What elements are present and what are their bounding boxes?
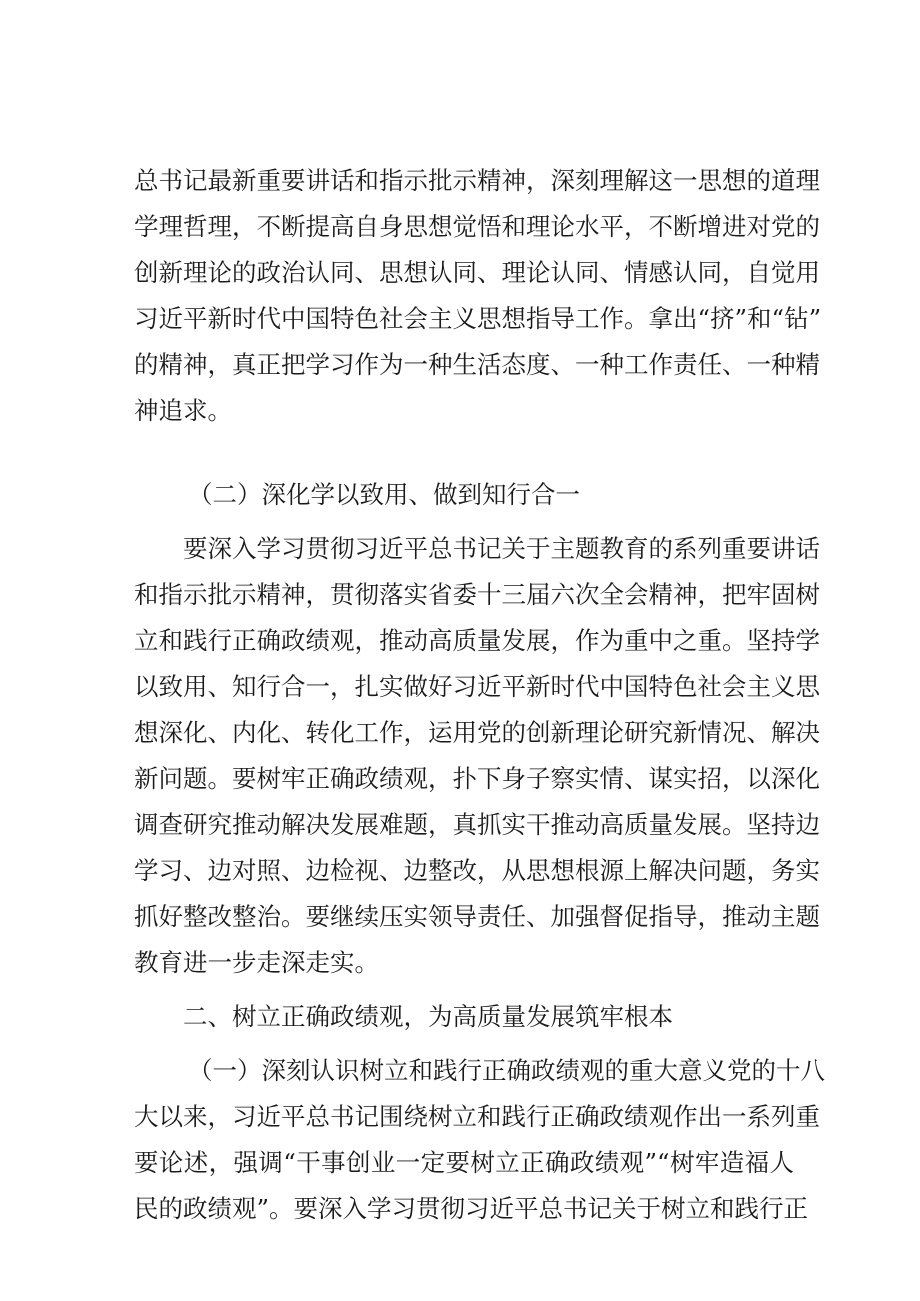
paragraph-line: 以致用、知行合一，扎实做好习近平新时代中国特色社会主义思 xyxy=(134,672,820,701)
paragraph-line: 总书记最新重要讲话和指示批示精神，深刻理解这一思想的道理 xyxy=(134,166,820,195)
paragraph-line: 教育进一步走深走实。 xyxy=(134,948,379,977)
paragraph-3 xyxy=(134,1048,825,1232)
paragraph-line: 学理哲理，不断提高自身思想觉悟和理论水平，不断增进对党的 xyxy=(134,212,820,241)
spacer xyxy=(134,1040,794,1048)
paragraph-line: 调查研究推动解决发展难题，真抓实干推动高质量发展。坚持边 xyxy=(134,810,820,839)
subheading-2: （二）深化学以致用、做到知行合一 xyxy=(188,480,580,509)
paragraph-line: 要深入学习贯彻习近平总书记关于主题教育的系列重要讲话 xyxy=(183,534,820,563)
paragraph-line: 新问题。要树牢正确政绩观，扑下身子察实情、谋实招，以深化 xyxy=(134,764,820,793)
paragraph-line: 习近平新时代中国特色社会主义思想指导工作。拿出“挤”和“钻” xyxy=(134,304,822,333)
paragraph-line: 想深化、内化、转化工作，运用党的创新理论研究新情况、解决 xyxy=(134,718,820,747)
paragraph-line: 的精神，真正把学习作为一种生活态度、一种工作责任、一种精 xyxy=(134,350,820,379)
paragraph-line: 大以来，习近平总书记围绕树立和践行正确政绩观作出一系列重 xyxy=(134,1102,820,1131)
paragraph-line: 民的政绩观”。要深入学习贯彻习近平总书记关于树立和践行正 xyxy=(134,1194,809,1223)
paragraph-1 xyxy=(134,158,822,434)
spacer xyxy=(134,518,794,526)
paragraph-line: 创新理论的政治认同、思想认同、理论认同、情感认同，自觉用 xyxy=(134,258,820,287)
document-body xyxy=(134,158,825,1232)
spacer xyxy=(134,434,794,472)
section-heading: 二、树立正确政绩观，为高质量发展筑牢根本 xyxy=(183,1002,673,1031)
spacer xyxy=(134,986,794,994)
paragraph-line: 立和践行正确政绩观，推动高质量发展，作为重中之重。坚持学 xyxy=(134,626,820,655)
paragraph-line: （一）深刻认识树立和践行正确政绩观的重大意义党的十八 xyxy=(188,1056,825,1085)
paragraph-line: 学习、边对照、边检视、边整改，从思想根源上解决问题，务实 xyxy=(134,856,820,885)
paragraph-line: 要论述，强调“干事创业一定要树立正确政绩观”“树牢造福人 xyxy=(134,1148,794,1177)
paragraph-line: 抓好整改整治。要继续压实领导责任、加强督促指导，推动主题 xyxy=(134,902,820,931)
paragraph-line: 神追求。 xyxy=(134,396,232,425)
paragraph-line: 和指示批示精神，贯彻落实省委十三届六次全会精神，把牢固树 xyxy=(134,580,820,609)
paragraph-2 xyxy=(134,526,820,986)
